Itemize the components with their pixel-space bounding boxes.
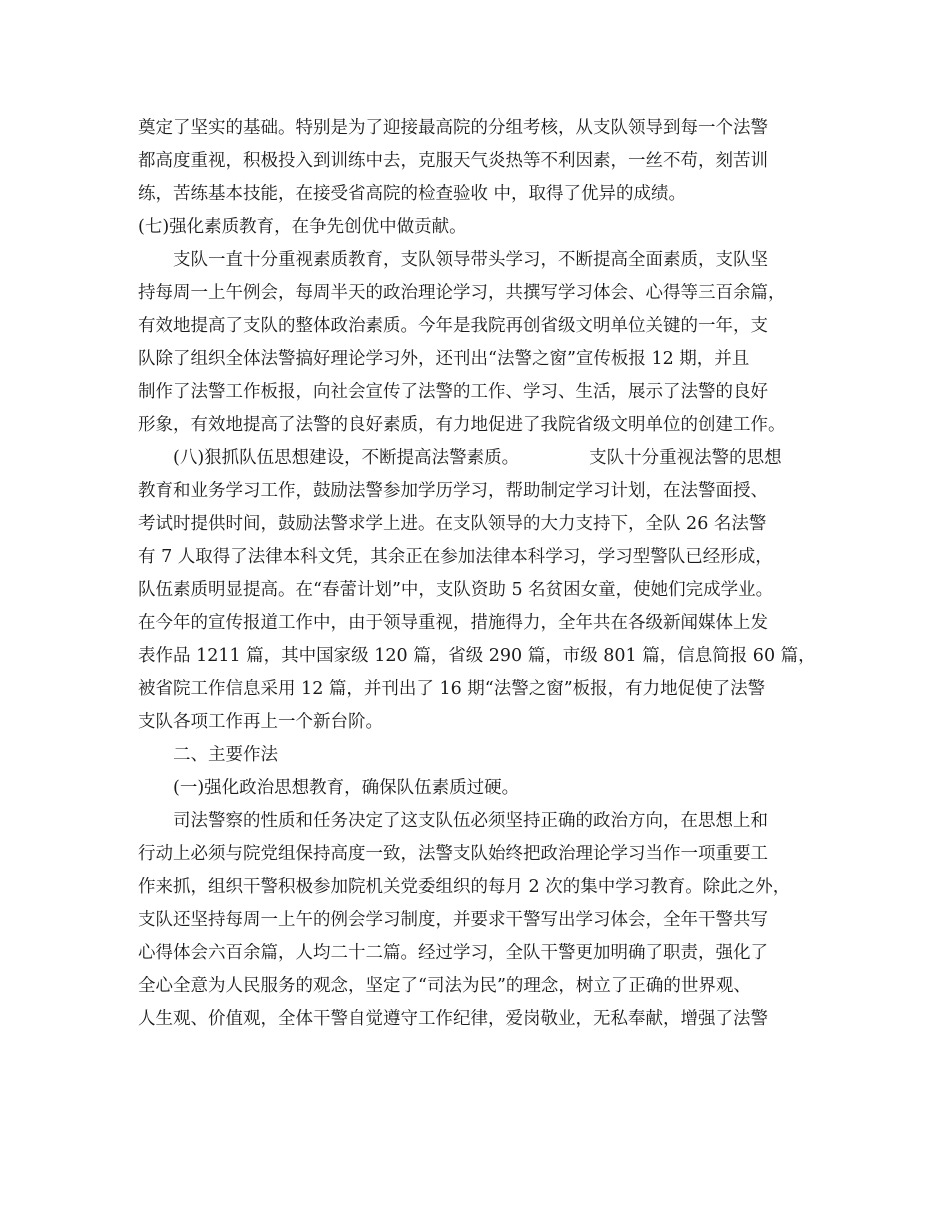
text-line: 支队一直十分重视素质教育，支队领导带头学习，不断提高全面素质，支队坚 [173, 250, 768, 270]
text-line: 持每周一上午例会，每周半天的政治理论学习，共撰写学习体会、心得等三百余篇， [138, 283, 786, 303]
text-line: 奠定了坚实的基础。特别是为了迎接最高院的分组考核，从支队领导到每一个法警 [138, 118, 768, 138]
text-line: 作来抓，组织干警积极参加院机关党委组织的每月 2 次的集中学习教育。除此之外， [138, 877, 791, 897]
text-line: 有效地提高了支队的整体政治素质。今年是我院再创省级文明单位关键的一年，支 [138, 316, 768, 336]
text-line: 行动上必须与院党组保持高度一致，法警支队始终把政治理论学习当作一项重要工 [138, 844, 768, 864]
section-heading: (八)狠抓队伍思想建设，不断提高法警素质。 [173, 448, 520, 468]
text-line: 支队各项工作再上一个新台阶。 [138, 712, 383, 732]
text-line: 支队还坚持每周一上午的例会学习制度，并要求干警写出学习体会，全年干警共写 [138, 910, 768, 930]
section-heading-line [138, 442, 828, 475]
text-line: 练，苦练基本技能，在接受省高院的检查验收 中，取得了优异的成绩。 [138, 184, 687, 204]
text-line: 司法警察的性质和任务决定了这支队伍必须坚持正确的政治方向，在思想上和 [173, 811, 768, 831]
text-line: 制作了法警工作板报，向社会宣传了法警的工作、学习、生活，展示了法警的良好 [138, 382, 768, 402]
text-line: 队除了组织全体法警搞好理论学习外，还刊出“法警之窗”宣传板报 12 期，并且 [138, 349, 750, 369]
text-line: 被省院工作信息采用 12 篇，并刊出了 16 期“法警之窗”板报，有力地促使了法警 [138, 679, 766, 699]
text-line: 教育和业务学习工作，鼓励法警参加学历学习，帮助制定学习计划，在法警面授、 [138, 481, 768, 501]
document-body [138, 112, 828, 1036]
text-line: 全心全意为人民服务的观念，坚定了“司法为民”的理念，树立了正确的世界观、 [138, 976, 751, 996]
section-heading: 二、主要作法 [173, 745, 278, 765]
text-line: 考试时提供时间，鼓励法警求学上进。在支队领导的大力支持下，全队 26 名法警 [138, 514, 767, 534]
text-line: 心得体会六百余篇，人均二十二篇。经过学习，全队干警更加明确了职责，强化了 [138, 943, 768, 963]
text-line: 形象，有效地提高了法警的良好素质，有力地促进了我院省级文明单位的创建工作。 [138, 415, 786, 435]
text-segment: 支队十分重视法警的思想 [589, 448, 782, 468]
text-line: 表作品 1211 篇，其中国家级 120 篇，省级 290 篇，市级 801 篇，信息简报 60 篇， [138, 646, 816, 666]
text-line: 有 7 人取得了法律本科文凭，其余正在参加法律本科学习，学习型警队已经形成， [138, 547, 773, 567]
text-line: 在今年的宣传报道工作中，由于领导重视，措施得力，全年共在各级新闻媒体上发 [138, 613, 768, 633]
text-line: 都高度重视，积极投入到训练中去，克服天气炎热等不利因素，一丝不苟，刻苦训 [138, 151, 768, 171]
section-heading: (一)强化政治思想教育，确保队伍素质过硬。 [173, 778, 520, 798]
text-line: 人生观、价值观，全体干警自觉遵守工作纪律，爱岗敬业，无私奉献，增强了法警 [138, 1009, 768, 1029]
section-heading: (七)强化素质教育，在争先创优中做贡献。 [138, 217, 467, 237]
text-line: 队伍素质明显提高。在“春蕾计划”中，支队资助 5 名贫困女童，使她们完成学业。 [138, 580, 774, 600]
